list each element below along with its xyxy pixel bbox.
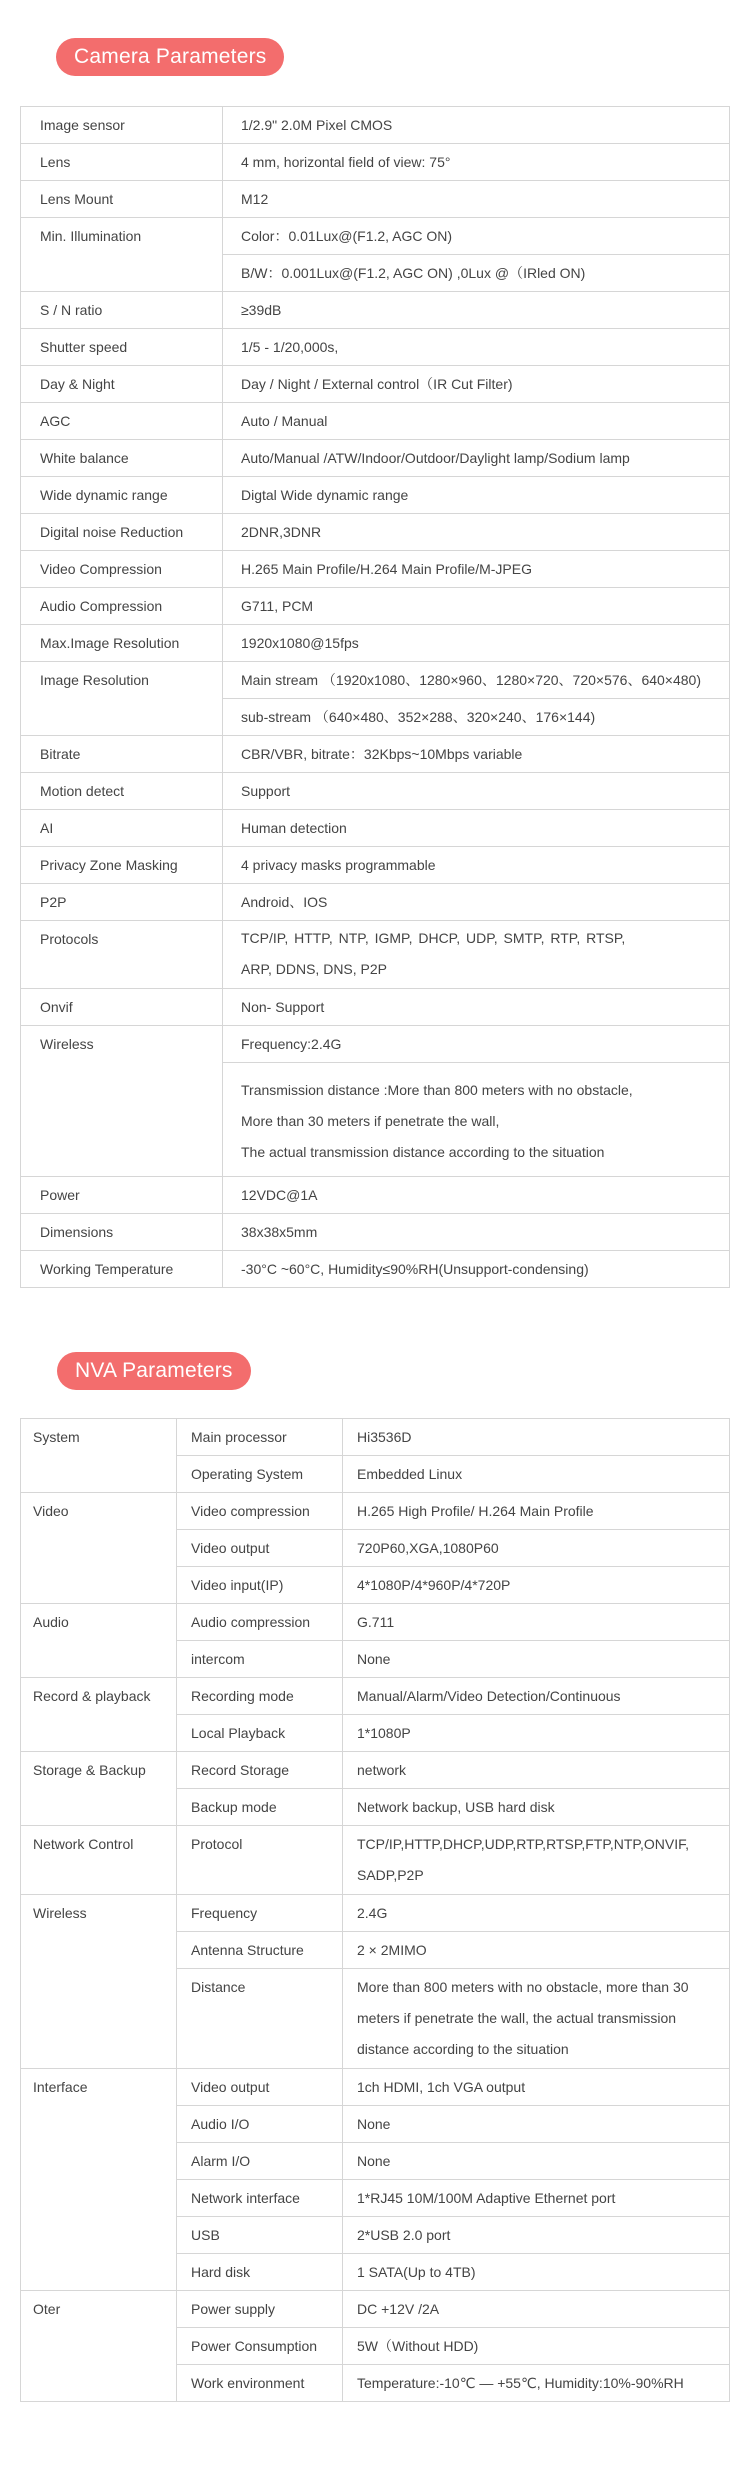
camera-row	[21, 514, 730, 551]
nva-param-name: Main processor	[177, 1419, 343, 1456]
camera-row	[21, 810, 730, 847]
nva-param-value: Embedded Linux	[343, 1456, 730, 1493]
value-line: More than 800 meters with no obstacle, more than 30	[357, 1979, 689, 1995]
camera-param-value: 1/2.9" 2.0M Pixel CMOS	[223, 107, 730, 144]
nva-param-name: intercom	[177, 1641, 343, 1678]
nva-param-value: None	[343, 2106, 730, 2143]
nva-param-value: None	[343, 2143, 730, 2180]
nva-param-value	[343, 1969, 730, 2069]
camera-param-name: AI	[21, 810, 223, 847]
nva-param-value: Hi3536D	[343, 1419, 730, 1456]
nva-row	[21, 1895, 730, 1932]
nva-row	[21, 1419, 730, 1456]
nva-param-value: H.265 High Profile/ H.264 Main Profile	[343, 1493, 730, 1530]
nva-param-value: G.711	[343, 1604, 730, 1641]
camera-param-value: Day / Night / External control（IR Cut Filter)	[223, 366, 730, 403]
camera-param-name: Privacy Zone Masking	[21, 847, 223, 884]
nva-param-name: Frequency	[177, 1895, 343, 1932]
camera-row	[21, 107, 730, 144]
nva-param-name: Alarm I/O	[177, 2143, 343, 2180]
nva-param-name: Power Consumption	[177, 2328, 343, 2365]
nva-param-value: Temperature:-10℃ — +55℃, Humidity:10%-90%RH	[343, 2365, 730, 2402]
nva-group-name: Record & playback	[21, 1678, 177, 1752]
nva-group-name: Oter	[21, 2291, 177, 2402]
nva-param-value: 720P60,XGA,1080P60	[343, 1530, 730, 1567]
camera-row	[21, 181, 730, 218]
camera-param-value: 4 mm, horizontal field of view: 75°	[223, 144, 730, 181]
camera-param-value: H.265 Main Profile/H.264 Main Profile/M-JPEG	[223, 551, 730, 588]
nva-row	[21, 1604, 730, 1641]
nva-group-name: Video	[21, 1493, 177, 1604]
value-line: More than 30 meters if penetrate the wall,	[241, 1113, 500, 1129]
camera-param-value: Auto / Manual	[223, 403, 730, 440]
camera-row	[21, 773, 730, 810]
camera-param-value: Digtal Wide dynamic range	[223, 477, 730, 514]
camera-param-name: Bitrate	[21, 736, 223, 773]
nva-param-name: Network interface	[177, 2180, 343, 2217]
nva-row	[21, 2291, 730, 2328]
nva-row	[21, 1678, 730, 1715]
camera-row	[21, 1251, 730, 1288]
camera-param-name: Video Compression	[21, 551, 223, 588]
nva-param-name: Work environment	[177, 2365, 343, 2402]
nva-group-name: Interface	[21, 2069, 177, 2291]
camera-param-value: ≥39dB	[223, 292, 730, 329]
nva-section-title: NVA Parameters	[57, 1352, 251, 1390]
camera-row	[21, 292, 730, 329]
camera-param-value: Color：0.01Lux@(F1.2, AGC ON)	[223, 218, 730, 255]
value-line: meters if penetrate the wall, the actual transmission	[357, 2010, 677, 2026]
camera-param-value: M12	[223, 181, 730, 218]
value-line: TCP/IP, HTTP, NTP, IGMP, DHCP, UDP, SMTP, RTP, RTSP,	[241, 930, 626, 946]
camera-param-name: Image sensor	[21, 107, 223, 144]
camera-row	[21, 551, 730, 588]
nva-param-name: Audio I/O	[177, 2106, 343, 2143]
camera-param-value: B/W：0.001Lux@(F1.2, AGC ON) ,0Lux @（IRled ON)	[223, 255, 730, 292]
nva-param-name: Power supply	[177, 2291, 343, 2328]
camera-param-value	[223, 921, 730, 989]
nva-param-name: Antenna Structure	[177, 1932, 343, 1969]
camera-param-value: 4 privacy masks programmable	[223, 847, 730, 884]
camera-param-value: Frequency:2.4G	[223, 1026, 730, 1063]
camera-param-value: Android、IOS	[223, 884, 730, 921]
camera-param-name: Onvif	[21, 989, 223, 1026]
nva-row	[21, 2069, 730, 2106]
camera-section-title: Camera Parameters	[56, 38, 284, 76]
camera-param-value: -30°C ~60°C, Humidity≤90%RH(Unsupport-condensing)	[223, 1251, 730, 1288]
camera-param-value: sub-stream （640×480、352×288、320×240、176×144)	[223, 699, 730, 736]
nva-row	[21, 1826, 730, 1895]
nva-group-name: Network Control	[21, 1826, 177, 1895]
nva-param-value: network	[343, 1752, 730, 1789]
camera-row	[21, 440, 730, 477]
camera-param-value: 1/5 - 1/20,000s,	[223, 329, 730, 366]
nva-param-name: USB	[177, 2217, 343, 2254]
camera-row	[21, 329, 730, 366]
camera-param-value: 1920x1080@15fps	[223, 625, 730, 662]
camera-row	[21, 625, 730, 662]
nva-param-name: Hard disk	[177, 2254, 343, 2291]
camera-row	[21, 1177, 730, 1214]
camera-param-name: Image Resolution	[21, 662, 223, 736]
nva-param-name: Operating System	[177, 1456, 343, 1493]
camera-param-name: Day & Night	[21, 366, 223, 403]
camera-param-value: 2DNR,3DNR	[223, 514, 730, 551]
nva-param-value: 2*USB 2.0 port	[343, 2217, 730, 2254]
nva-param-value: 1*1080P	[343, 1715, 730, 1752]
nva-group-name: Storage & Backup	[21, 1752, 177, 1826]
camera-row	[21, 736, 730, 773]
camera-param-name: White balance	[21, 440, 223, 477]
nva-param-name: Video output	[177, 2069, 343, 2106]
camera-row	[21, 218, 730, 255]
camera-row	[21, 847, 730, 884]
camera-parameters-table	[20, 106, 730, 1288]
nva-param-value: None	[343, 1641, 730, 1678]
nva-param-value: 2 × 2MIMO	[343, 1932, 730, 1969]
nva-row	[21, 1493, 730, 1530]
nva-param-name: Video input(IP)	[177, 1567, 343, 1604]
camera-row	[21, 403, 730, 440]
camera-param-name: Max.Image Resolution	[21, 625, 223, 662]
nva-row	[21, 1752, 730, 1789]
nva-param-name: Backup mode	[177, 1789, 343, 1826]
camera-param-name: Dimensions	[21, 1214, 223, 1251]
nva-param-name: Protocol	[177, 1826, 343, 1895]
camera-param-name: Wide dynamic range	[21, 477, 223, 514]
nva-param-name: Recording mode	[177, 1678, 343, 1715]
nva-param-name: Local Playback	[177, 1715, 343, 1752]
camera-param-name: Min. Illumination	[21, 218, 223, 292]
camera-param-name: P2P	[21, 884, 223, 921]
camera-row	[21, 921, 730, 989]
value-line: TCP/IP,HTTP,DHCP,UDP,RTP,RTSP,FTP,NTP,ONVIF,	[357, 1836, 689, 1852]
nva-param-name: Audio compression	[177, 1604, 343, 1641]
nva-param-value: 4*1080P/4*960P/4*720P	[343, 1567, 730, 1604]
camera-row	[21, 366, 730, 403]
camera-row	[21, 1026, 730, 1063]
camera-row	[21, 1214, 730, 1251]
nva-param-value: Manual/Alarm/Video Detection/Continuous	[343, 1678, 730, 1715]
camera-param-name: Power	[21, 1177, 223, 1214]
camera-row	[21, 144, 730, 181]
camera-row	[21, 588, 730, 625]
nva-group-name: Wireless	[21, 1895, 177, 2069]
value-line: distance according to the situation	[357, 2041, 569, 2057]
nva-param-name: Video output	[177, 1530, 343, 1567]
camera-row	[21, 884, 730, 921]
camera-param-name: Lens	[21, 144, 223, 181]
nva-group-name: System	[21, 1419, 177, 1493]
camera-param-name: Wireless	[21, 1026, 223, 1177]
value-line: ARP, DDNS, DNS, P2P	[241, 961, 388, 977]
value-line: Transmission distance :More than 800 meters with no obstacle,	[241, 1082, 633, 1098]
nva-param-value	[343, 1826, 730, 1895]
camera-param-name: AGC	[21, 403, 223, 440]
camera-param-name: Audio Compression	[21, 588, 223, 625]
nva-param-value: 2.4G	[343, 1895, 730, 1932]
camera-param-name: Digital noise Reduction	[21, 514, 223, 551]
camera-param-value: G711, PCM	[223, 588, 730, 625]
nva-param-value: 1*RJ45 10M/100M Adaptive Ethernet port	[343, 2180, 730, 2217]
camera-param-name: Motion detect	[21, 773, 223, 810]
camera-param-value: Main stream （1920x1080、1280×960、1280×720、720×576、640×480)	[223, 662, 730, 699]
value-line: The actual transmission distance according to the situation	[241, 1144, 605, 1160]
camera-row	[21, 989, 730, 1026]
nva-param-name: Record Storage	[177, 1752, 343, 1789]
camera-param-value: 12VDC@1A	[223, 1177, 730, 1214]
camera-param-name: Protocols	[21, 921, 223, 989]
camera-param-value: Non- Support	[223, 989, 730, 1026]
nva-parameters-table	[20, 1418, 730, 2402]
camera-row	[21, 662, 730, 699]
nva-param-value: Network backup, USB hard disk	[343, 1789, 730, 1826]
camera-param-name: Lens Mount	[21, 181, 223, 218]
camera-param-name: S / N ratio	[21, 292, 223, 329]
camera-param-value: Human detection	[223, 810, 730, 847]
camera-param-name: Working Temperature	[21, 1251, 223, 1288]
nva-param-value: DC +12V /2A	[343, 2291, 730, 2328]
camera-param-name: Shutter speed	[21, 329, 223, 366]
value-line: SADP,P2P	[357, 1867, 424, 1883]
camera-param-value: Support	[223, 773, 730, 810]
camera-param-value: 38x38x5mm	[223, 1214, 730, 1251]
nva-param-name: Video compression	[177, 1493, 343, 1530]
nva-param-value: 1 SATA(Up to 4TB)	[343, 2254, 730, 2291]
nva-param-value: 1ch HDMI, 1ch VGA output	[343, 2069, 730, 2106]
nva-param-value: 5W（Without HDD)	[343, 2328, 730, 2365]
camera-param-value: Auto/Manual /ATW/Indoor/Outdoor/Daylight lamp/Sodium lamp	[223, 440, 730, 477]
camera-row	[21, 477, 730, 514]
nva-param-name: Distance	[177, 1969, 343, 2069]
nva-group-name: Audio	[21, 1604, 177, 1678]
camera-param-value: CBR/VBR, bitrate：32Kbps~10Mbps variable	[223, 736, 730, 773]
camera-param-value	[223, 1063, 730, 1177]
